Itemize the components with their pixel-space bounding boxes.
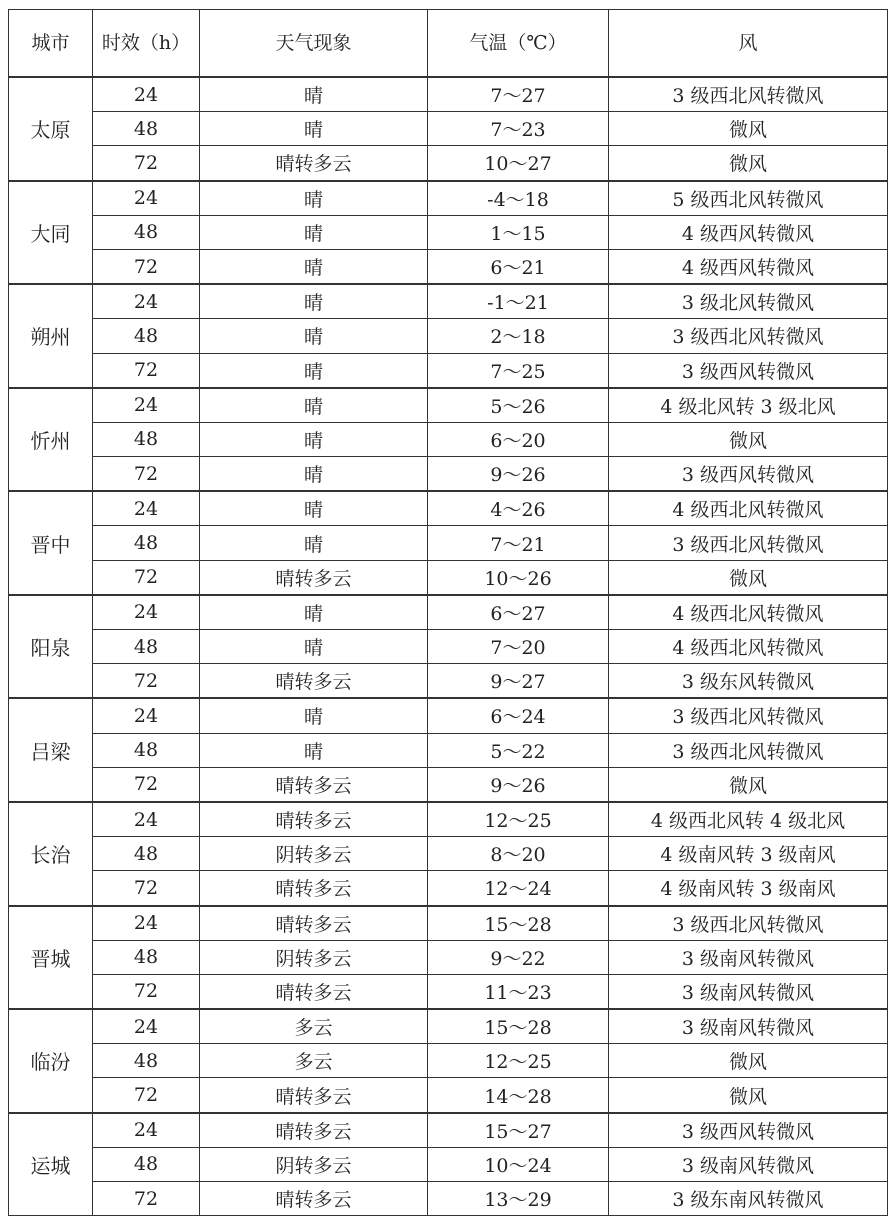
table-row [9,491,888,526]
table-row [9,595,888,630]
weather-cell: 晴转多云 [200,974,428,1009]
table-row [9,284,888,319]
weather-cell: 晴转多云 [200,871,428,906]
table-row [9,698,888,733]
table-row [9,630,888,664]
hours-cell: 24 [93,595,200,630]
weather-cell: 晴转多云 [200,560,428,595]
weather-cell: 多云 [200,1009,428,1044]
weather-cell: 晴转多云 [200,664,428,699]
temperature-cell: 6～20 [428,422,609,456]
table-row [9,146,888,181]
hours-cell: 72 [93,974,200,1009]
hours-cell: 48 [93,526,200,560]
table-row [9,1113,888,1148]
wind-cell: 微风 [609,560,888,595]
temperature-cell: 10～24 [428,1147,609,1181]
table-row [9,1182,888,1216]
table-row [9,974,888,1009]
city-cell: 朔州 [9,284,93,388]
hours-cell: 72 [93,1182,200,1216]
temperature-cell: 6～27 [428,595,609,630]
weather-cell: 晴 [200,112,428,146]
table-row [9,837,888,871]
city-cell: 长治 [9,802,93,906]
hours-cell: 48 [93,112,200,146]
city-cell: 忻州 [9,388,93,492]
wind-cell: 4 级南风转 3 级南风 [609,871,888,906]
hours-cell: 24 [93,906,200,941]
weather-cell: 晴 [200,733,428,767]
hours-cell: 24 [93,284,200,319]
hours-cell: 48 [93,733,200,767]
weather-cell: 晴转多云 [200,1182,428,1216]
hours-cell: 72 [93,457,200,492]
table-row [9,664,888,699]
temperature-cell: 6～21 [428,249,609,284]
hours-cell: 24 [93,181,200,216]
temperature-cell: -4～18 [428,181,609,216]
hours-cell: 72 [93,353,200,388]
city-cell: 吕梁 [9,698,93,802]
temperature-cell: 9～22 [428,940,609,974]
wind-cell: 3 级南风转微风 [609,940,888,974]
table-row [9,733,888,767]
weather-cell: 晴 [200,353,428,388]
city-cell: 运城 [9,1113,93,1216]
table-row [9,112,888,146]
temperature-cell: 12～25 [428,1044,609,1078]
temperature-cell: 9～26 [428,457,609,492]
hours-cell: 24 [93,491,200,526]
temperature-cell: 9～27 [428,664,609,699]
hours-cell: 72 [93,871,200,906]
table-row [9,388,888,423]
table-row [9,457,888,492]
weather-cell: 晴 [200,284,428,319]
wind-cell: 3 级东风转微风 [609,664,888,699]
wind-cell: 3 级西北风转微风 [609,319,888,353]
hours-cell: 24 [93,388,200,423]
hours-cell: 48 [93,940,200,974]
table-row [9,77,888,112]
temperature-cell: 12～25 [428,802,609,837]
table-row [9,906,888,941]
wind-cell: 4 级西北风转微风 [609,595,888,630]
table-row [9,871,888,906]
wind-cell: 3 级西风转微风 [609,1113,888,1148]
wind-cell: 3 级西北风转微风 [609,906,888,941]
header-temperature: 气温（℃） [428,10,609,78]
weather-cell: 晴 [200,698,428,733]
temperature-cell: 13～29 [428,1182,609,1216]
hours-cell: 48 [93,630,200,664]
temperature-cell: 7～27 [428,77,609,112]
weather-cell: 阴转多云 [200,940,428,974]
temperature-cell: 4～26 [428,491,609,526]
table-row [9,1009,888,1044]
temperature-cell: 8～20 [428,837,609,871]
weather-cell: 晴转多云 [200,802,428,837]
hours-cell: 24 [93,698,200,733]
weather-cell: 晴 [200,319,428,353]
forecast-table [8,9,888,1216]
city-cell: 大同 [9,181,93,285]
table-body [9,77,888,1216]
table-row [9,1044,888,1078]
table-row [9,1078,888,1113]
weather-cell: 阴转多云 [200,837,428,871]
temperature-cell: 15～28 [428,1009,609,1044]
weather-cell: 晴转多云 [200,1078,428,1113]
temperature-cell: 15～27 [428,1113,609,1148]
wind-cell: 4 级西风转微风 [609,249,888,284]
table-row [9,560,888,595]
temperature-cell: 10～27 [428,146,609,181]
hours-cell: 48 [93,422,200,456]
city-cell: 晋城 [9,906,93,1010]
hours-cell: 48 [93,1044,200,1078]
weather-cell: 阴转多云 [200,1147,428,1181]
wind-cell: 4 级西北风转微风 [609,491,888,526]
table-row [9,353,888,388]
wind-cell: 微风 [609,146,888,181]
weather-cell: 晴 [200,77,428,112]
weather-cell: 多云 [200,1044,428,1078]
wind-cell: 3 级南风转微风 [609,1009,888,1044]
hours-cell: 48 [93,1147,200,1181]
temperature-cell: 12～24 [428,871,609,906]
weather-cell: 晴 [200,491,428,526]
wind-cell: 5 级西北风转微风 [609,181,888,216]
city-cell: 晋中 [9,491,93,595]
weather-cell: 晴 [200,630,428,664]
hours-cell: 72 [93,249,200,284]
wind-cell: 3 级西北风转微风 [609,526,888,560]
header-hours: 时效（h） [93,10,200,78]
temperature-cell: 5～22 [428,733,609,767]
weather-cell: 晴 [200,595,428,630]
wind-cell: 3 级南风转微风 [609,1147,888,1181]
city-cell: 临汾 [9,1009,93,1113]
temperature-cell: 6～24 [428,698,609,733]
hours-cell: 72 [93,1078,200,1113]
table-row [9,767,888,802]
temperature-cell: 7～20 [428,630,609,664]
temperature-cell: 1～15 [428,215,609,249]
header-row [9,10,888,78]
hours-cell: 24 [93,77,200,112]
temperature-cell: 5～26 [428,388,609,423]
city-cell: 太原 [9,77,93,181]
weather-cell: 晴 [200,215,428,249]
weather-cell: 晴 [200,181,428,216]
wind-cell: 4 级西北风转 4 级北风 [609,802,888,837]
weather-cell: 晴转多云 [200,767,428,802]
temperature-cell: 11～23 [428,974,609,1009]
city-cell: 阳泉 [9,595,93,699]
wind-cell: 3 级东南风转微风 [609,1182,888,1216]
weather-cell: 晴 [200,526,428,560]
weather-cell: 晴 [200,457,428,492]
wind-cell: 微风 [609,1044,888,1078]
temperature-cell: 9～26 [428,767,609,802]
hours-cell: 48 [93,319,200,353]
hours-cell: 48 [93,215,200,249]
hours-cell: 72 [93,767,200,802]
header-city: 城市 [9,10,93,78]
hours-cell: 72 [93,560,200,595]
table-row [9,1147,888,1181]
table-row [9,181,888,216]
weather-cell: 晴转多云 [200,146,428,181]
wind-cell: 3 级南风转微风 [609,974,888,1009]
wind-cell: 微风 [609,1078,888,1113]
weather-cell: 晴 [200,422,428,456]
wind-cell: 4 级西风转微风 [609,215,888,249]
wind-cell: 微风 [609,422,888,456]
wind-cell: 微风 [609,767,888,802]
temperature-cell: 7～23 [428,112,609,146]
temperature-cell: -1～21 [428,284,609,319]
wind-cell: 4 级南风转 3 级南风 [609,837,888,871]
weather-cell: 晴 [200,249,428,284]
hours-cell: 48 [93,837,200,871]
wind-cell: 3 级西风转微风 [609,457,888,492]
temperature-cell: 2～18 [428,319,609,353]
weather-cell: 晴转多云 [200,1113,428,1148]
temperature-cell: 7～25 [428,353,609,388]
temperature-cell: 10～26 [428,560,609,595]
wind-cell: 微风 [609,112,888,146]
table-row [9,802,888,837]
hours-cell: 24 [93,1113,200,1148]
wind-cell: 3 级西北风转微风 [609,77,888,112]
hours-cell: 72 [93,146,200,181]
weather-cell: 晴转多云 [200,906,428,941]
wind-cell: 4 级北风转 3 级北风 [609,388,888,423]
table-row [9,319,888,353]
table-row [9,215,888,249]
table-row [9,526,888,560]
hours-cell: 24 [93,1009,200,1044]
hours-cell: 24 [93,802,200,837]
weather-cell: 晴 [200,388,428,423]
header-wind: 风 [609,10,888,78]
table-header [9,10,888,78]
temperature-cell: 15～28 [428,906,609,941]
table-row [9,940,888,974]
wind-cell: 3 级西风转微风 [609,353,888,388]
wind-cell: 3 级西北风转微风 [609,733,888,767]
temperature-cell: 14～28 [428,1078,609,1113]
table-row [9,249,888,284]
header-weather: 天气现象 [200,10,428,78]
temperature-cell: 7～21 [428,526,609,560]
wind-cell: 3 级西北风转微风 [609,698,888,733]
table-row [9,422,888,456]
wind-cell: 4 级西北风转微风 [609,630,888,664]
wind-cell: 3 级北风转微风 [609,284,888,319]
hours-cell: 72 [93,664,200,699]
